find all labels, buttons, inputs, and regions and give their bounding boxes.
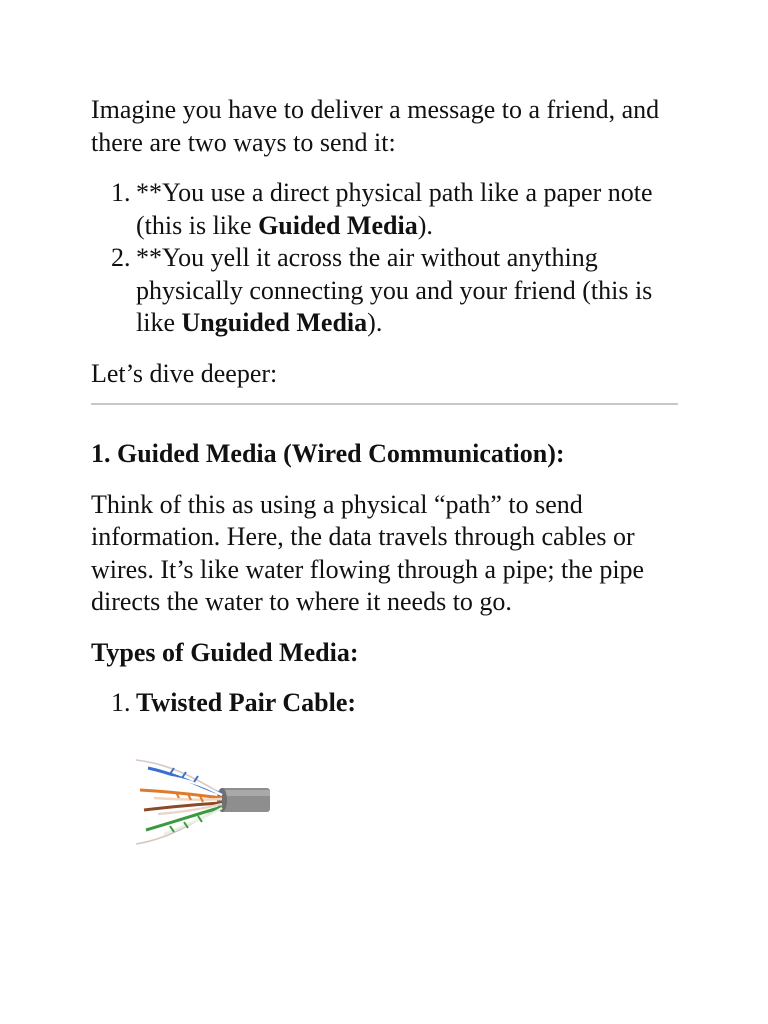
document-body bbox=[91, 94, 681, 720]
list-number: 2. bbox=[111, 243, 131, 272]
twisted-pair-cable-icon bbox=[134, 754, 270, 846]
list-number: 1. bbox=[111, 688, 131, 717]
list-number: 1. bbox=[111, 178, 131, 207]
list-text-end: ). bbox=[417, 210, 433, 240]
section-body: Think of this as using a physical “path” to send information. Here, the data travels through cables or wires. It’s like water flowing through a pipe; the pipe directs the water to where it needs to go. bbox=[91, 489, 645, 616]
types-heading: Types of Guided Media: bbox=[91, 637, 359, 667]
list-text: **You yell it across the air without anything physically connecting you and your friend (this is like bbox=[136, 243, 653, 337]
types-list-item bbox=[91, 687, 681, 720]
list-item bbox=[91, 177, 681, 242]
section-heading: 1. Guided Media (Wired Communication): bbox=[91, 439, 565, 468]
list-text: **You use a direct physical path like a paper note (this is like bbox=[136, 178, 653, 240]
list-text-end: ). bbox=[367, 308, 383, 337]
list-item bbox=[91, 242, 681, 340]
intro-paragraph: Imagine you have to deliver a message to a friend, and there are two ways to send it: bbox=[91, 95, 660, 157]
horizontal-divider bbox=[91, 403, 678, 405]
ways-list bbox=[91, 177, 681, 340]
list-bold-term: Guided Media bbox=[258, 210, 418, 240]
lets-dive-paragraph: Let’s dive deeper: bbox=[91, 358, 278, 388]
types-item-label: Twisted Pair Cable: bbox=[136, 688, 357, 717]
list-bold-term: Unguided Media bbox=[181, 308, 368, 337]
